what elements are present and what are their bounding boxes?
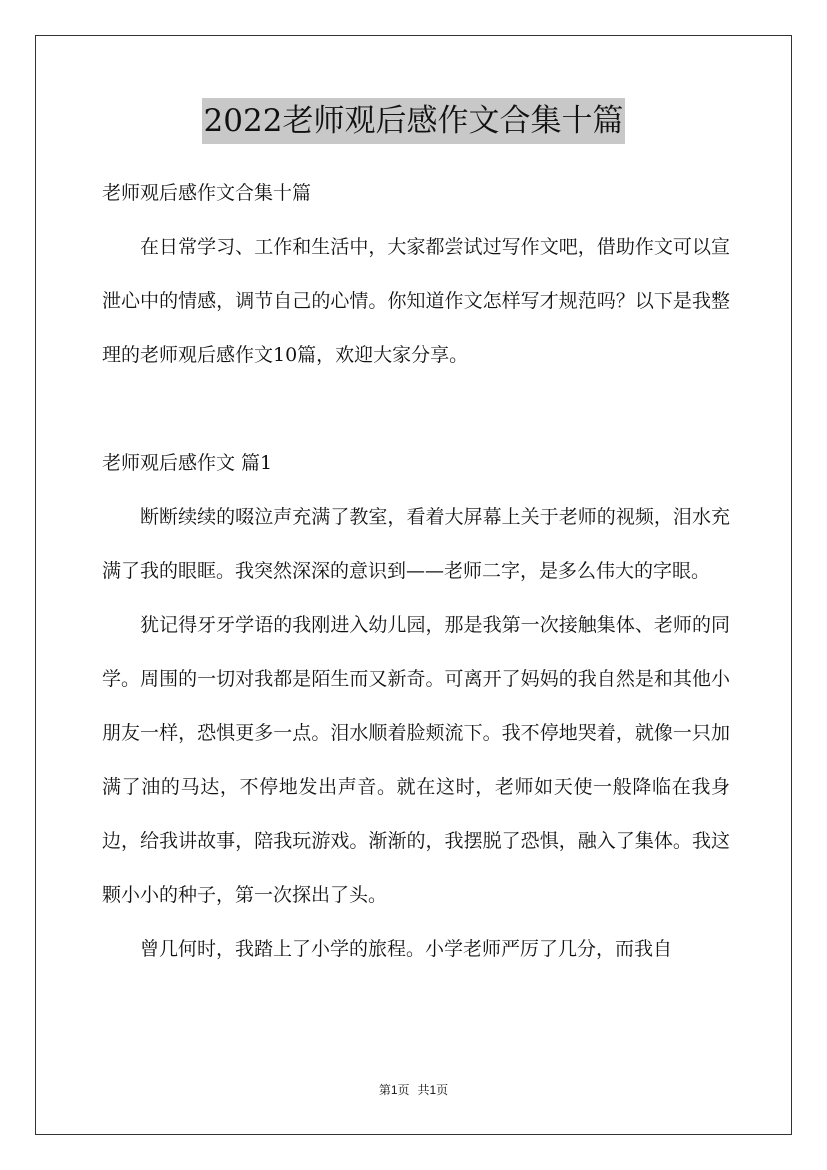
section-heading: 老师观后感作文 篇1 (102, 452, 273, 474)
paragraph-spacer (102, 382, 730, 436)
page-footer (0, 1082, 827, 1098)
page-total: 共1页 (417, 1083, 449, 1097)
document-body (102, 166, 730, 976)
title-container (0, 98, 827, 144)
intro-heading: 老师观后感作文合集十篇 (102, 182, 312, 204)
page-number: 第1页 (378, 1083, 410, 1097)
body-paragraph: 断断续续的啜泣声充满了教室，看着大屏幕上关于老师的视频，泪水充满了我的眼眶。我突然深深的意识到——老师二字，是多么伟大的字眼。 (102, 506, 730, 582)
body-paragraph: 犹记得牙牙学语的我刚进入幼儿园，那是我第一次接触集体、老师的同学。周围的一切对我都是陌生而又新奇。可离开了妈妈的我自然是和其他小朋友一样，恐惧更多一点。泪水顺着脸颊流下。我不停地哭着，就像一只加满了油的马达，不停地发出声音。就在这时，老师如天使一般降临在我身边，给我讲故事，陪我玩游戏。渐渐的，我摆脱了恐惧，融入了集体。我这颗小小的种子，第一次探出了头。 (102, 614, 730, 906)
intro-paragraph: 在日常学习、工作和生活中，大家都尝试过写作文吧，借助作文可以宣泄心中的情感，调节自己的心情。你知道作文怎样写才规范吗？以下是我整理的老师观后感作文10篇，欢迎大家分享。 (102, 236, 730, 366)
document-title: 2022老师观后感作文合集十篇 (202, 98, 626, 144)
body-paragraph: 曾几何时，我踏上了小学的旅程。小学老师严厉了几分，而我自 (140, 938, 673, 960)
